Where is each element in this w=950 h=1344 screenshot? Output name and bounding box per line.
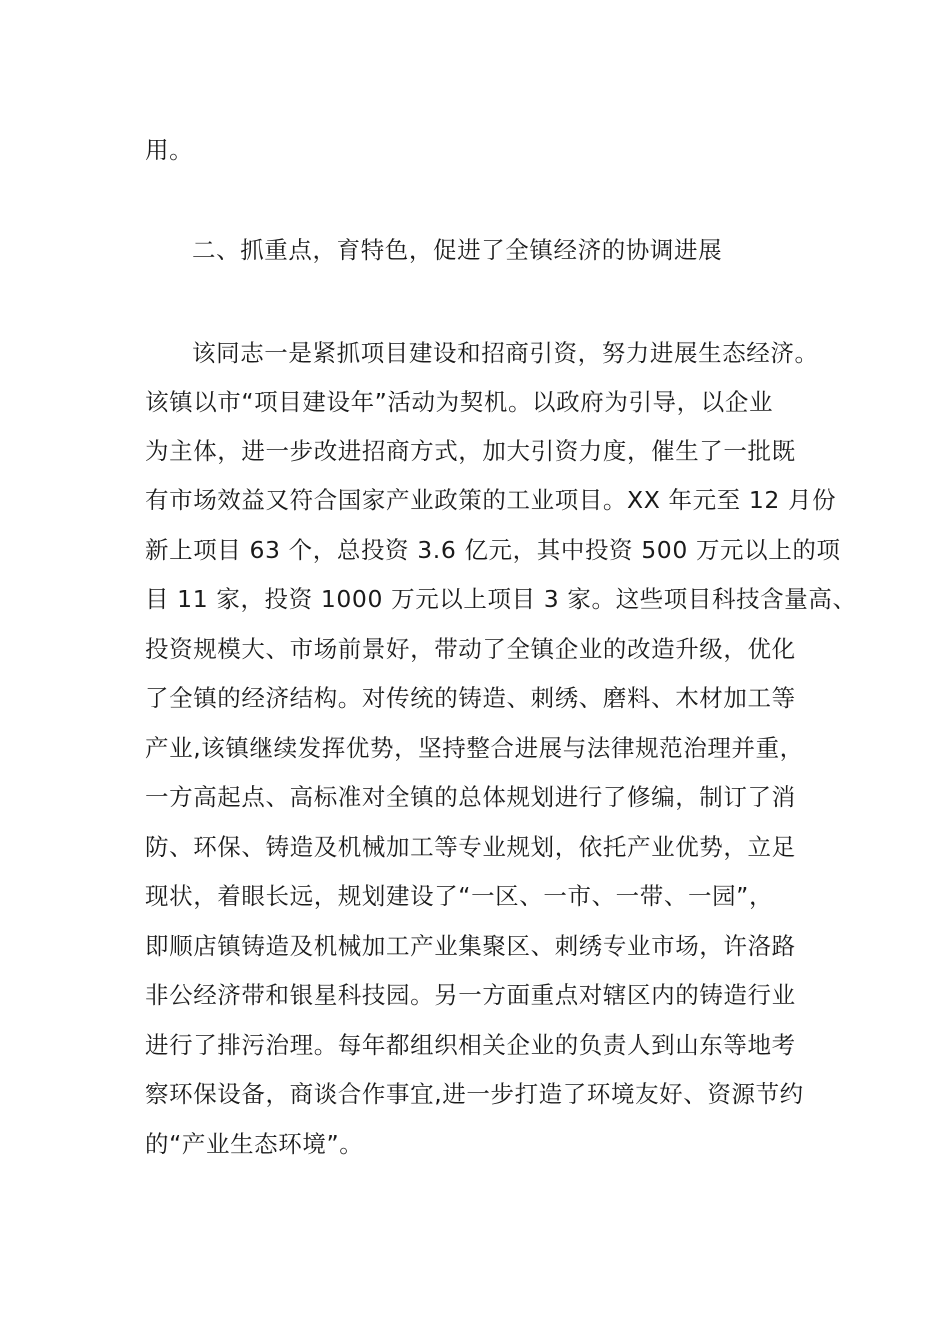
paragraph-line: 有市场效益又符合国家产业政策的工业项目。XX 年元至 12 月份 [145, 486, 837, 514]
paragraph-line: 现状，着眼长远，规划建设了“一区、一市、一带、一园”， [145, 882, 774, 910]
paragraph-line: 新上项目 63 个，总投资 3.6 亿元，其中投资 500 万元以上的项 [145, 536, 841, 564]
paragraph-line: 进行了排污治理。每年都组织相关企业的负责人到山东等地考 [145, 1031, 796, 1059]
paragraph-line: 察环保设备，商谈合作事宜,进一步打造了环境友好、资源节约 [145, 1080, 804, 1108]
paragraph-line: 即顺店镇铸造及机械加工产业集聚区、刺绣专业市场，许洛路 [145, 932, 796, 960]
paragraph-line: 产业,该镇继续发挥优势，坚持整合进展与法律规范治理并重， [145, 734, 804, 762]
paragraph-line: 投资规模大、市场前景好，带动了全镇企业的改造升级，优化 [145, 635, 796, 663]
paragraph-line: 一方高起点、高标准对全镇的总体规划进行了修编，制订了消 [145, 783, 796, 811]
paragraph-line: 非公经济带和银星科技园。另一方面重点对辖区内的铸造行业 [145, 981, 796, 1009]
section-heading: 二、抓重点，育特色，促进了全镇经济的协调进展 [192, 236, 723, 264]
paragraph-line: 的“产业生态环境”。 [145, 1130, 364, 1158]
paragraph-line: 该同志一是紧抓项目建设和招商引资，努力进展生态经济。 [192, 339, 819, 367]
paragraph-line: 目 11 家，投资 1000 万元以上项目 3 家。这些项目科技含量高、 [145, 585, 857, 613]
paragraph-line: 防、环保、铸造及机械加工等专业规划，依托产业优势，立足 [145, 833, 796, 861]
paragraph-line: 了全镇的经济结构。对传统的铸造、刺绣、磨料、木材加工等 [145, 684, 796, 712]
paragraph-line: 为主体，进一步改进招商方式，加大引资力度，催生了一批既 [145, 437, 796, 465]
paragraph-line: 该镇以市“项目建设年”活动为契机。以政府为引导，以企业 [145, 388, 774, 416]
continuation-text: 用。 [145, 136, 194, 164]
